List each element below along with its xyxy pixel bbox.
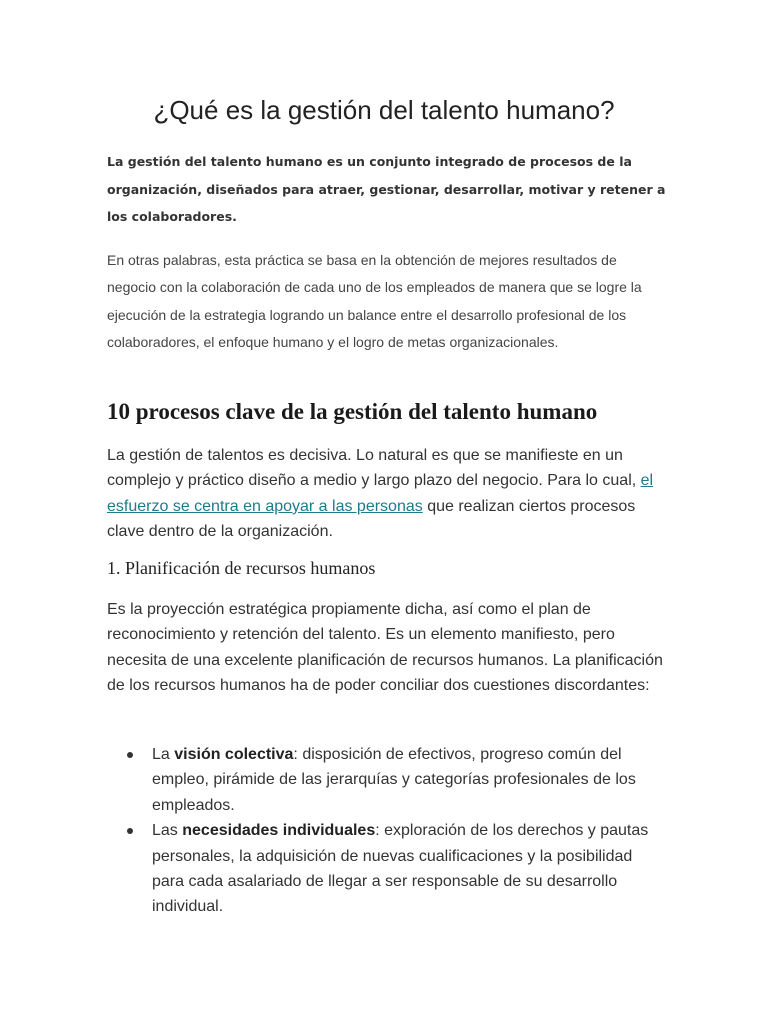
list-item — [107, 742, 667, 818]
support-people-link[interactable]: el esfuerzo se centra en apoyar a las personas — [107, 472, 654, 515]
intro-paragraph: La gestión del talento humano es un conjunto integrado de procesos de la organización, diseñados para atraer, gestionar, desarrollar, motivar y retener a los colaboradores. — [107, 154, 666, 224]
list-item — [107, 818, 667, 920]
subsection-paragraph: Es la proyección estratégica propiamente dicha, así como el plan de reconocimiento y retención del talento. Es un elemento manifiesto, pero necesita de una excelente planificación de recursos humanos. La planificación de los recursos humanos ha de poder conciliar dos cuestiones discordantes: — [107, 601, 663, 695]
bullet-term: visión colectiva — [174, 746, 294, 763]
explanation-paragraph: En otras palabras, esta práctica se basa en la obtención de mejores resultados de negocio con la colaboración de cada uno de los empleados de manera que se logre la ejecución de la estrategia logrando un balance entre el desarrollo profesional de los colaboradores, el enfoque humano y el logro de metas organizacionales. — [107, 252, 642, 350]
section-paragraph — [107, 443, 667, 545]
subsection-heading: 1. Planificación de recursos humanos — [107, 558, 376, 578]
section-paragraph-text-after: que realizan ciertos procesos clave dentro de la organización. — [107, 497, 636, 541]
bullet-prefix: Las — [152, 822, 183, 840]
bullet-icon — [127, 752, 133, 758]
bullet-list — [107, 742, 667, 920]
bullet-term: necesidades individuales — [182, 822, 376, 840]
bullet-text: : exploración de los derechos y pautas personales, la adquisición de nuevas cualificaciones y la posibilidad para cada asalariado de llegar a ser responsable de su desarrollo individual. — [152, 822, 649, 916]
bullet-text: : disposición de efectivos, progreso común del empleo, pirámide de las jerarquías y categorías profesionales de los empleados. — [152, 746, 636, 814]
bullet-icon — [127, 828, 133, 834]
page-title: ¿Qué es la gestión del talento humano? — [153, 95, 615, 125]
section-paragraph-text-before: La gestión de talentos es decisiva. Lo natural es que se manifieste en un complejo y práctico diseño a medio y largo plazo del negocio. Para lo cual, — [107, 447, 641, 490]
bullet-prefix: La — [152, 746, 175, 763]
section-heading: 10 procesos clave de la gestión del talento humano — [107, 399, 598, 424]
